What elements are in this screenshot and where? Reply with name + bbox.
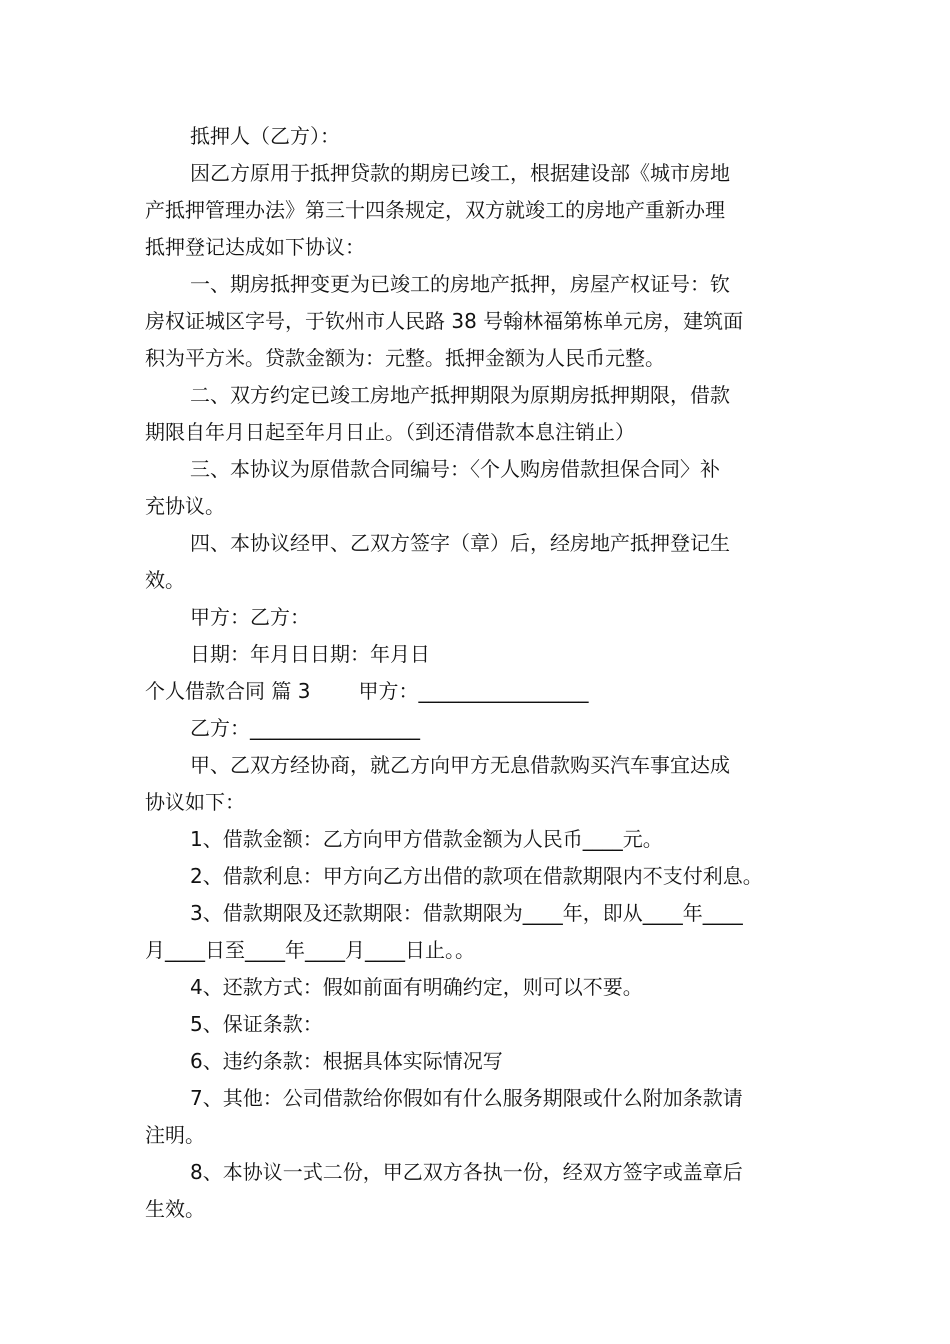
- term-7-line: 注明。: [145, 1123, 205, 1147]
- term-3-line: 3、借款期限及还款期限：借款期限为____年，即从____年____: [190, 901, 743, 925]
- clause-3-line: 三、本协议为原借款合同编号：〈个人购房借款担保合同〉补: [190, 457, 720, 481]
- document-body: [145, 118, 815, 1228]
- clause-1-line: 房权证城区字号，于钦州市人民路 38 号翰林福第栋单元房，建筑面: [145, 309, 744, 333]
- clause-4-line: 效。: [145, 568, 185, 592]
- paragraph-line: 因乙方原用于抵押贷款的期房已竣工，根据建设部《城市房地: [190, 161, 730, 185]
- section-heading-line: [145, 673, 815, 710]
- term-5: 5、保证条款：: [190, 1012, 323, 1036]
- clause-4-line: 四、本协议经甲、乙双方签字（章）后，经房地产抵押登记生: [190, 531, 730, 555]
- term-3-line: 月____日至____年____月____日止。。: [145, 938, 475, 962]
- term-4: 4、还款方式：假如前面有明确约定，则可以不要。: [190, 975, 643, 999]
- signature-parties: 甲方：乙方：: [190, 605, 310, 629]
- intro-line: 甲、乙双方经协商，就乙方向甲方无息借款购买汽车事宜达成: [190, 753, 730, 777]
- party-b-field: 乙方：_________________: [190, 716, 420, 740]
- clause-1-line: 一、期房抵押变更为已竣工的房地产抵押，房屋产权证号：钦: [190, 272, 730, 296]
- section-heading: 个人借款合同 篇 3: [145, 679, 311, 703]
- party-a-field: 甲方：_________________: [358, 679, 589, 703]
- term-2: 2、借款利息：甲方向乙方出借的款项在借款期限内不支付利息。: [190, 864, 763, 888]
- mortgagor-label: 抵押人（乙方）：: [190, 124, 340, 148]
- term-7-line: 7、其他：公司借款给你假如有什么服务期限或什么附加条款请: [190, 1086, 743, 1110]
- term-6: 6、违约条款：根据具体实际情况写: [190, 1049, 503, 1073]
- clause-2-line: 期限自年月日起至年月日止。（到还清借款本息注销止）: [145, 420, 635, 444]
- clause-3-line: 充协议。: [145, 494, 225, 518]
- term-8-line: 8、本协议一式二份，甲乙双方各执一份，经双方签字或盖章后: [190, 1160, 743, 1184]
- clause-1-line: 积为平方米。贷款金额为：元整。抵押金额为人民币元整。: [145, 346, 665, 370]
- intro-line: 协议如下：: [145, 790, 245, 814]
- paragraph-line: 抵押登记达成如下协议：: [145, 235, 365, 259]
- term-1: 1、借款金额：乙方向甲方借款金额为人民币____元。: [190, 827, 663, 851]
- signature-dates: 日期：年月日日期：年月日: [190, 642, 430, 666]
- clause-2-line: 二、双方约定已竣工房地产抵押期限为原期房抵押期限，借款: [190, 383, 730, 407]
- term-8-line: 生效。: [145, 1197, 205, 1221]
- paragraph-line: 产抵押管理办法》第三十四条规定，双方就竣工的房地产重新办理: [145, 198, 725, 222]
